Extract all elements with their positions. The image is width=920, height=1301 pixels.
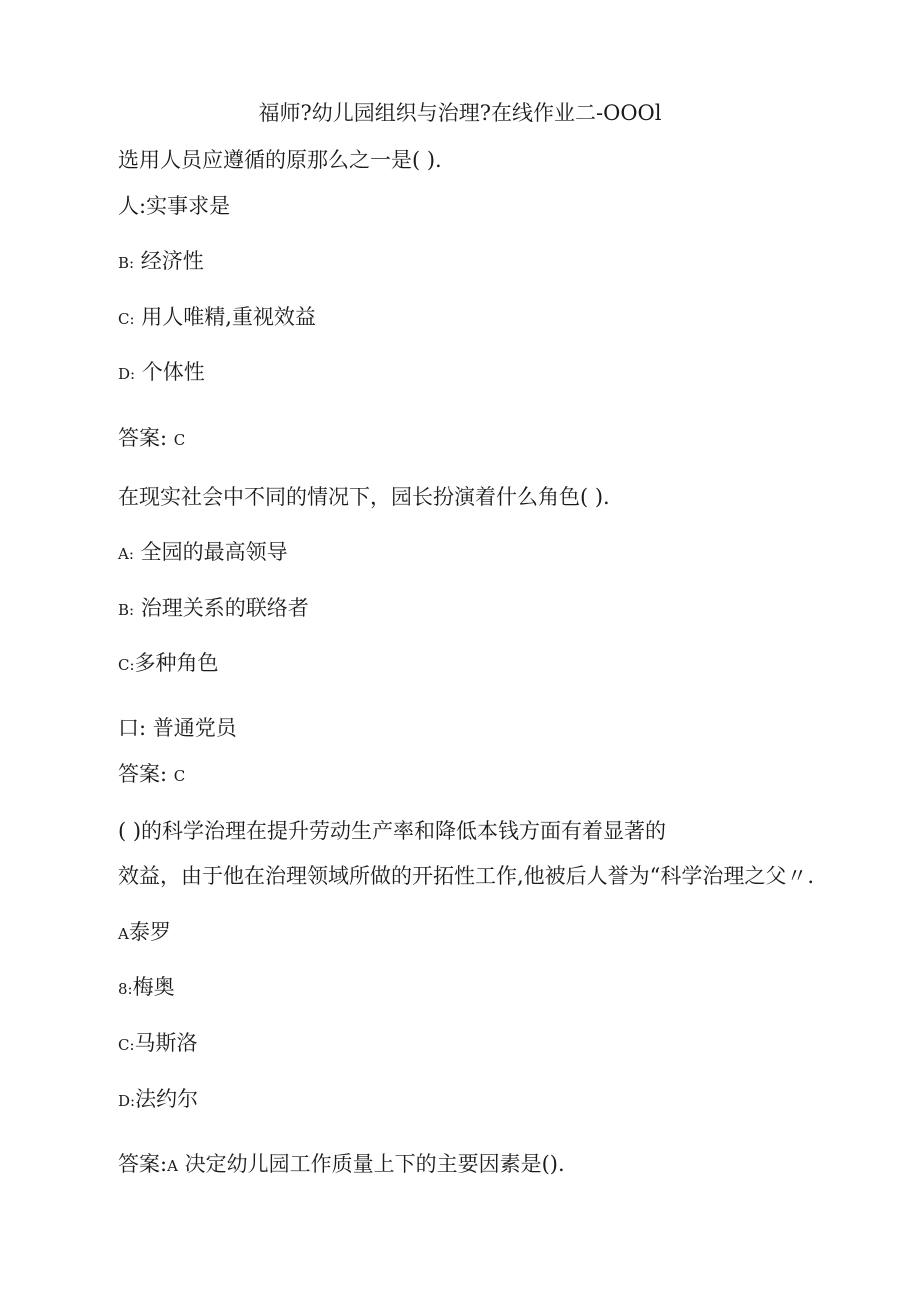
option-c-prefix: C: (118, 1036, 135, 1054)
option-b-prefix: 8: (118, 980, 133, 998)
option-a-prefix: 人: (118, 194, 147, 218)
option-c-text: 多种角色 (134, 651, 219, 675)
option-d-prefix: 口: (118, 716, 147, 740)
option-d-text: 普通党员 (152, 716, 237, 740)
question-2-option-a (118, 542, 288, 563)
option-d-prefix: D: (118, 365, 136, 383)
option-a-text: 泰罗 (128, 920, 171, 944)
answer-label: 答案: (118, 1152, 168, 1176)
option-c-text: 用人唯精,重视效益 (141, 305, 316, 329)
option-a-text: 全园的最高领导 (140, 540, 288, 564)
answer-label: 答案: (118, 426, 168, 450)
option-a-prefix: A (118, 925, 129, 943)
question-1-option-b (118, 251, 204, 272)
question-1-option-c (118, 307, 316, 328)
question-1-answer (118, 428, 185, 449)
question-3-option-c (118, 1033, 198, 1054)
document-title: 福师?幼儿园组织与治理?在线作业二-OOOl (258, 101, 662, 125)
option-a-prefix: A: (118, 545, 134, 563)
option-b-prefix: B: (118, 601, 135, 619)
question-3-answer (118, 1154, 565, 1175)
question-3-option-b (118, 977, 175, 998)
question-3-option-a (118, 922, 171, 943)
question-1-option-d (118, 362, 205, 383)
question-3-stem-line-1: ( )的科学治理在提升劳动生产率和降低本钱方面有着显著的 (118, 819, 667, 843)
question-2-stem: 在现实社会中不同的情况下，园长扮演着什么角色( ). (118, 485, 610, 509)
option-b-prefix: B: (118, 254, 135, 272)
answer-value: C (173, 431, 186, 449)
question-4-stem: 决定幼儿园工作质量上下的主要因素是(). (184, 1152, 565, 1176)
option-d-prefix: D: (118, 1092, 136, 1110)
option-c-prefix: C: (118, 310, 135, 328)
question-2-answer (118, 764, 185, 785)
option-c-text: 马斯洛 (134, 1031, 198, 1055)
option-a-text: 实事求是 (146, 194, 231, 218)
option-d-text: 法约尔 (135, 1087, 199, 1111)
question-3-option-d (118, 1089, 198, 1110)
option-d-text: 个体性 (141, 360, 205, 384)
answer-value: C (173, 767, 186, 785)
question-2-option-c (118, 653, 219, 674)
question-2-option-d (118, 718, 237, 739)
option-b-text: 经济性 (140, 249, 204, 273)
question-1-stem: 选用人员应遵循的原那么之一是( ). (118, 148, 442, 172)
question-3-stem-line-2: 效益，由于他在治理领域所做的开拓性工作,他被后人誉为“科学治理之父〃. (118, 864, 815, 888)
option-c-prefix: C: (118, 656, 135, 674)
question-1-option-a (118, 196, 230, 217)
option-b-text: 梅奥 (132, 975, 175, 999)
answer-label: 答案: (118, 762, 168, 786)
answer-value: A (167, 1157, 178, 1175)
question-2-option-b (118, 598, 309, 619)
option-b-text: 治理关系的联络者 (140, 596, 309, 620)
